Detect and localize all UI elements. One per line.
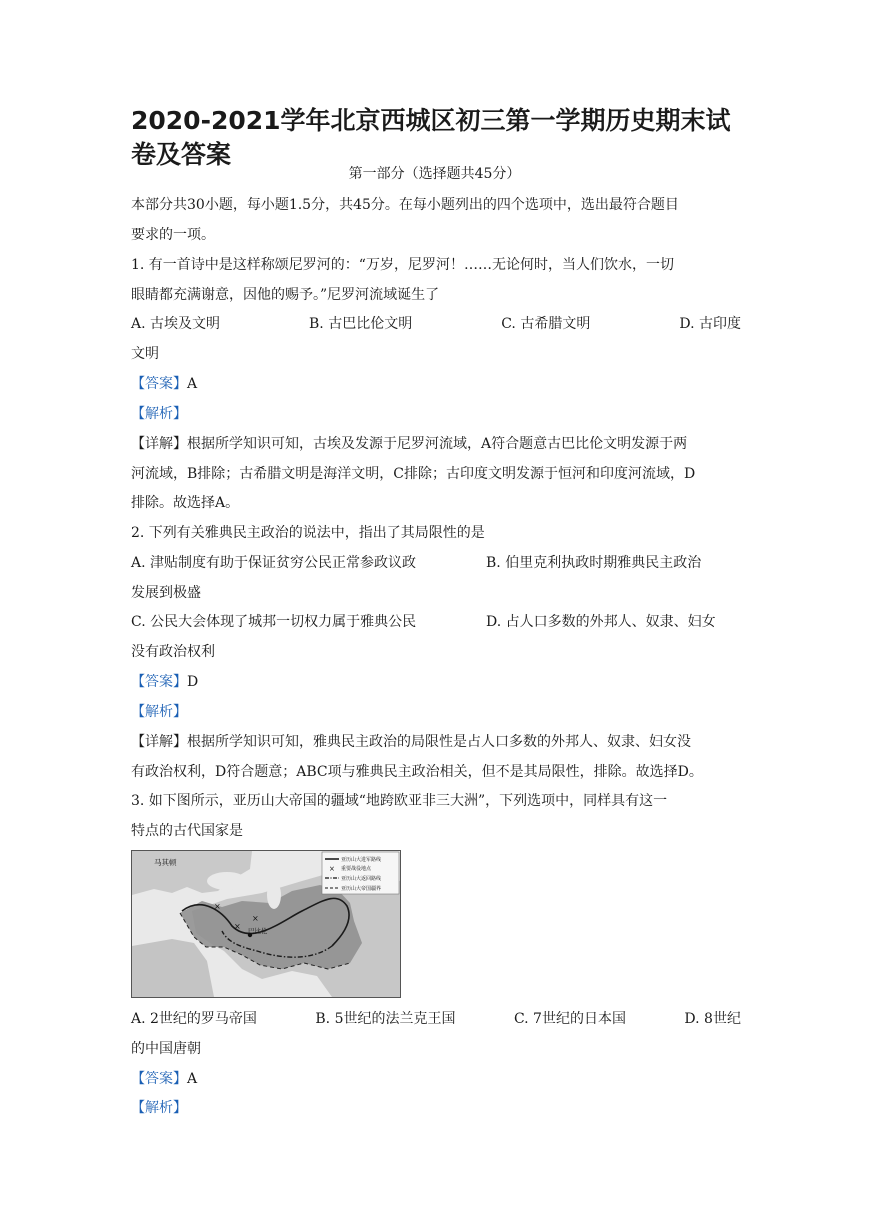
q1-detail-text: 根据所学知识可知，古埃及发源于尼罗河流域，A符合题意古巴比伦文明发源于两 <box>187 436 688 452</box>
q2-detail-text: 根据所学知识可知，雅典民主政治的局限性是占人口多数的外邦人、奴隶、妇女没 <box>187 734 691 750</box>
svg-text:×: × <box>329 865 335 873</box>
q2-analysis <box>131 702 741 722</box>
map-legend-item: 亚历山大返回路线 <box>341 876 382 882</box>
q3-analysis <box>131 1098 741 1118</box>
q1-detail-line: 河流域，B排除；古希腊文明是海洋文明，C排除；古印度文明发源于恒河和印度河流域，D <box>131 466 696 482</box>
q3-option-d-wrap: 的中国唐朝 <box>131 1041 201 1057</box>
intro-line: 本部分共30小题，每小题1.5分，共45分。在每小题列出的四个选项中，选出最符合题目 <box>131 197 679 213</box>
analysis-tag: 【解析】 <box>131 1100 187 1116</box>
part-heading: 第一部分（选择题共45分） <box>348 166 521 182</box>
q2-option-a: A. 津贴制度有助于保证贫穷公民正常参政议政 <box>131 555 417 571</box>
q2-answer <box>131 672 741 692</box>
q1-answer-value: A <box>187 376 198 392</box>
q1-option-d: D. 古印度 <box>679 316 741 332</box>
q1-option-b: B. 古巴比伦文明 <box>309 316 413 332</box>
q3-option-a: A. 2世纪的罗马帝国 <box>131 1011 257 1027</box>
map-graphic <box>132 851 400 997</box>
answer-tag: 【答案】 <box>131 376 187 392</box>
q1-detail-line: 排除。故选择A。 <box>131 495 240 511</box>
q3-options <box>131 1009 741 1029</box>
detail-tag: 【详解】 <box>131 436 187 452</box>
q2-stem: 2. 下列有关雅典民主政治的说法中，指出了其局限性的是 <box>131 525 485 541</box>
q1-option-a: A. 古埃及文明 <box>131 316 221 332</box>
map-legend-item: 亚历山大帝国疆界 <box>341 886 382 892</box>
answer-tag: 【答案】 <box>131 674 187 690</box>
q2-option-c: C. 公民大会体现了城邦一切权力属于雅典公民 <box>131 614 417 630</box>
intro-line: 要求的一项。 <box>131 227 215 243</box>
analysis-tag: 【解析】 <box>131 406 187 422</box>
q2-answer-value: D <box>187 674 199 690</box>
q2-option-d: D. 占人口多数的外邦人、奴隶、妇女 <box>486 614 716 630</box>
q2-option-b-wrap: 发展到极盛 <box>131 585 201 601</box>
q1-detail-line <box>131 434 741 454</box>
q1-option-d-wrap: 文明 <box>131 346 159 362</box>
map-legend-item: 重要战役地点 <box>341 866 372 872</box>
q3-stem-line: 特点的古代国家是 <box>131 823 243 839</box>
svg-text:×: × <box>214 902 221 911</box>
q3-stem-line: 3. 如下图所示，亚历山大帝国的疆域“地跨欧亚非三大洲”，下列选项中，同样具有这一 <box>131 793 668 809</box>
q1-answer <box>131 374 741 394</box>
q1-options <box>131 314 741 334</box>
map-label-babylon: 巴比伦 <box>248 927 268 935</box>
q1-option-c: C. 古希腊文明 <box>501 316 591 332</box>
q3-option-c: C. 7世纪的日本国 <box>513 1011 626 1027</box>
q1-stem-line: 1. 有一首诗中是这样称颂尼罗河的：“万岁，尼罗河！……无论何时，当人们饮水，一切 <box>131 257 674 273</box>
analysis-tag: 【解析】 <box>131 704 187 720</box>
answer-tag: 【答案】 <box>131 1071 187 1087</box>
detail-tag: 【详解】 <box>131 734 187 750</box>
q3-option-b: B. 5世纪的法兰克王国 <box>315 1011 456 1027</box>
map-legend-item: 亚历山大进军路线 <box>341 857 382 863</box>
alexander-empire-map <box>131 850 401 998</box>
q2-option-d-wrap: 没有政治权利 <box>131 644 215 660</box>
q2-detail-line: 有政治权利，D符合题意；ABC项与雅典民主政治相关，但不是其局限性，排除。故选择D。 <box>131 764 703 780</box>
q3-answer <box>131 1069 741 1089</box>
q2-option-b: B. 伯里克利执政时期雅典民主政治 <box>486 555 702 571</box>
map-label-macedonia: 马其顿 <box>154 858 177 867</box>
q3-answer-value: A <box>187 1071 198 1087</box>
svg-text:×: × <box>234 922 241 931</box>
svg-text:×: × <box>252 914 259 923</box>
q1-stem-line: 眼睛都充满谢意，因他的赐予。”尼罗河流域诞生了 <box>131 287 440 303</box>
document-title: 2020-2021学年北京西城区初三第一学期历史期末试卷及答案 <box>131 106 731 169</box>
q1-analysis <box>131 404 741 424</box>
q2-detail-line <box>131 732 741 752</box>
q3-option-d: D. 8世纪 <box>684 1011 741 1027</box>
q2-options-row2 <box>131 612 741 632</box>
q2-options-row1 <box>131 553 741 573</box>
